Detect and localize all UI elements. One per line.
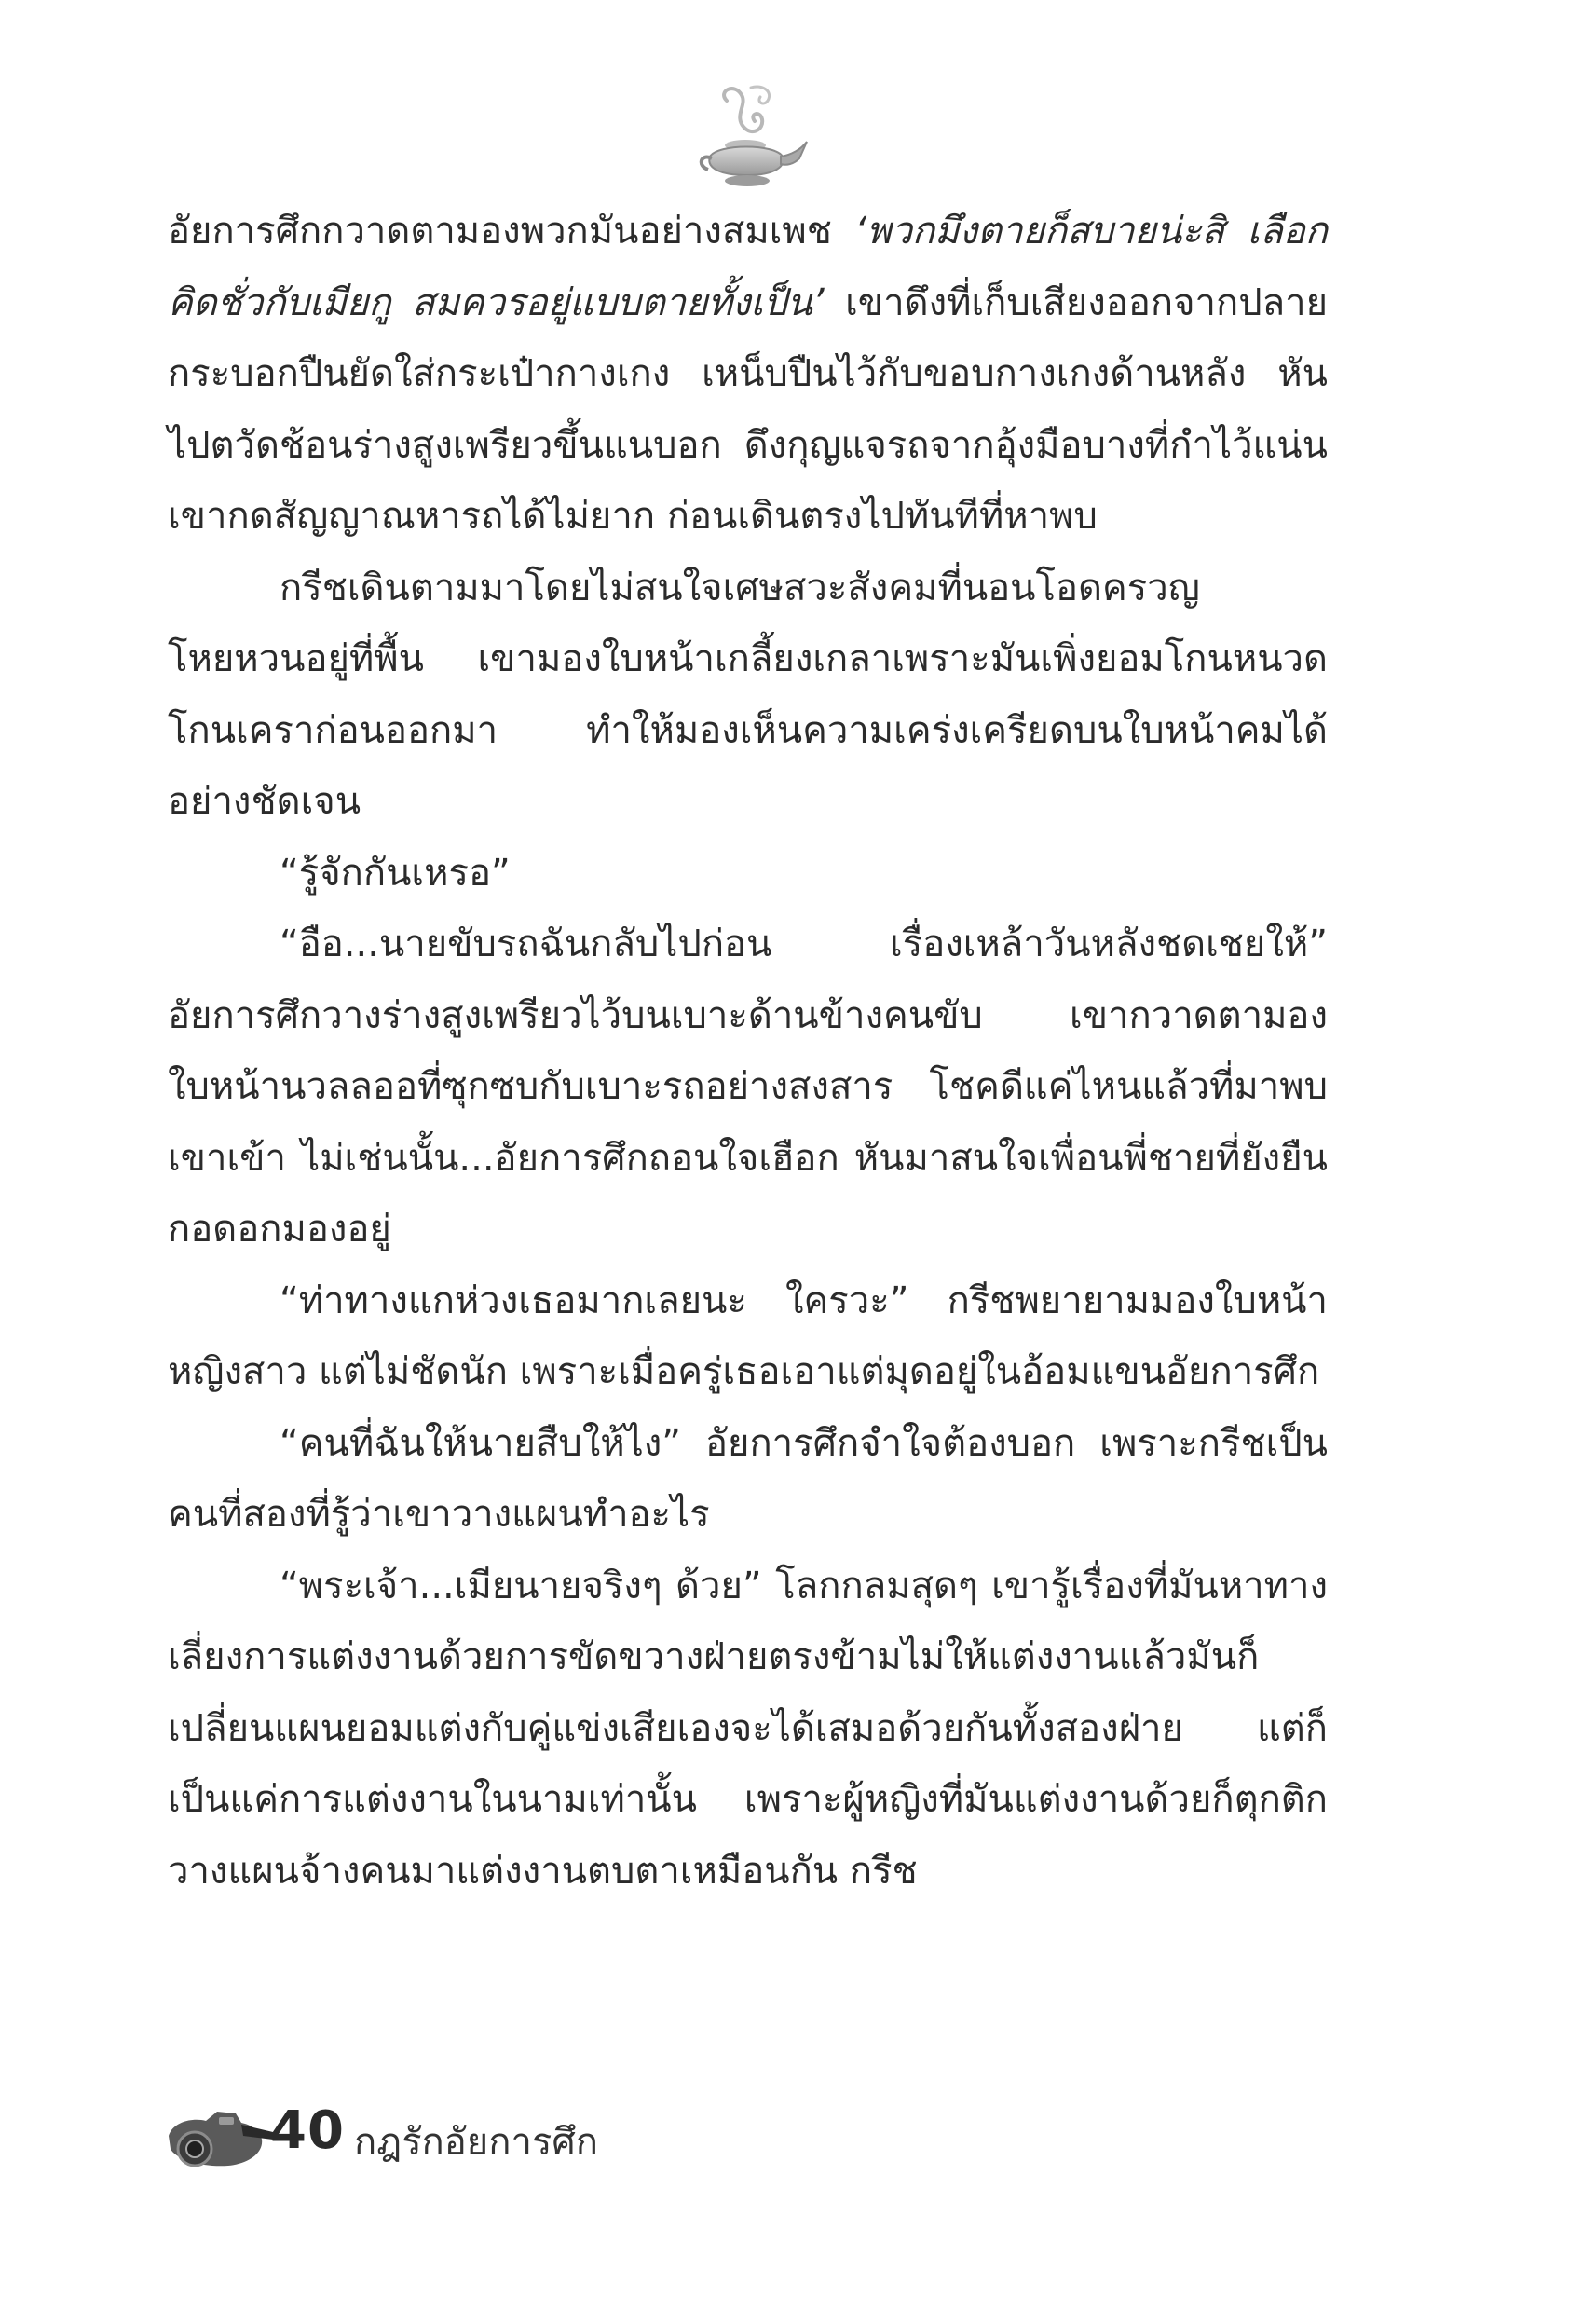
paragraph-2: กรีชเดินตามมาโดยไม่สนใจเศษสวะสังคมที่นอนโอดครวญโหยหวนอยู่ที่พื้น เขามองใบหน้าเกลี้ยงเกลาเพราะมันเพิ่งยอมโกนหนวดโกนเคราก่อนออกมา ทำให้มองเห็นความเคร่งเครียดบนใบหน้าคมได้อย่างชัดเจน bbox=[168, 566, 1328, 823]
paragraph-1 bbox=[168, 196, 1328, 553]
camera-icon bbox=[163, 2099, 275, 2173]
paragraph-7: “พระเจ้า...เมียนายจริงๆ ด้วย” โลกกลมสุดๆ เขารู้เรื่องที่มันหาทางเลี่ยงการแต่งงานด้วยการขัดขวางฝ่ายตรงข้ามไม่ให้แต่งงานแล้วมันก็เปลี่ยนแผนยอมแต่งกับคู่แข่งเสียเองจะได้เสมอด้วยกันทั้งสองฝ่าย แต่ก็เป็นแค่การแต่งงานในนามเท่านั้น เพราะผู้หญิงที่มันแต่งงานด้วยก็ตุกติกวางแผนจ้างคนมาแต่งงานตบตาเหมือนกัน กรีช bbox=[168, 1564, 1328, 1893]
paragraph-1-text-before: อัยการศึกกวาดตามองพวกมันอย่างสมเพช bbox=[168, 210, 855, 253]
paragraph-3: “รู้จักกันเหรอ” bbox=[280, 851, 511, 895]
page-number: 40 bbox=[270, 2100, 345, 2161]
paragraph-4: “อือ...นายขับรถฉันกลับไปก่อน เรื่องเหล้าวันหลังชดเชยให้” อัยการศึกวางร่างสูงเพรียวไว้บนเบาะด้านข้างคนขับ เขากวาดตามองใบหน้านวลลออที่ซุกซบกับเบาะรถอย่างสงสาร โชคดีแค่ไหนแล้วที่มาพบเขาเข้า ไม่เช่นนั้น...อัยการศึกถอนใจเฮือก หันมาสนใจเพื่อนพี่ชายที่ยังยืนกอดอกมองอยู่ bbox=[168, 923, 1328, 1251]
paragraph-1-italic-thought: ‘พวกมึงตายก็สบายน่ะสิ เลือกคิดชั่วกับเมียกู สมควรอยู่แบบตายทั้งเป็น’ bbox=[168, 210, 1329, 324]
page-footer bbox=[163, 2097, 815, 2181]
paragraph-5: “ท่าทางแกห่วงเธอมากเลยนะ ใครวะ” กรีชพยายามมองใบหน้าหญิงสาว แต่ไม่ชัดนัก เพราะเมื่อครู่เธอเอาแต่มุดอยู่ในอ้อมแขนอัยการศึก bbox=[168, 1279, 1328, 1393]
chapter-body bbox=[168, 196, 1328, 1907]
magic-lamp-icon bbox=[689, 82, 811, 192]
paragraph-1-text-after: เขาดึงที่เก็บเสียงออกจากปลายกระบอกปืนยัดใส่กระเป๋ากางเกง เหน็บปืนไว้กับขอบกางเกงด้านหลัง หันไปตวัดช้อนร่างสูงเพรียวขึ้นแนบอก ดึงกุญแจรถจากอุ้งมือบางที่กำไว้แน่น เขากดสัญญาณหารถได้ไม่ยาก ก่อนเดินตรงไปทันทีที่หาพบ bbox=[168, 280, 1328, 538]
book-title: กฎรักอัยการศึก bbox=[354, 2121, 599, 2164]
paragraph-6: “คนที่ฉันให้นายสืบให้ไง” อัยการศึกจำใจต้องบอก เพราะกรีชเป็นคนที่สองที่รู้ว่าเขาวางแผนทำอะไร bbox=[168, 1421, 1328, 1536]
